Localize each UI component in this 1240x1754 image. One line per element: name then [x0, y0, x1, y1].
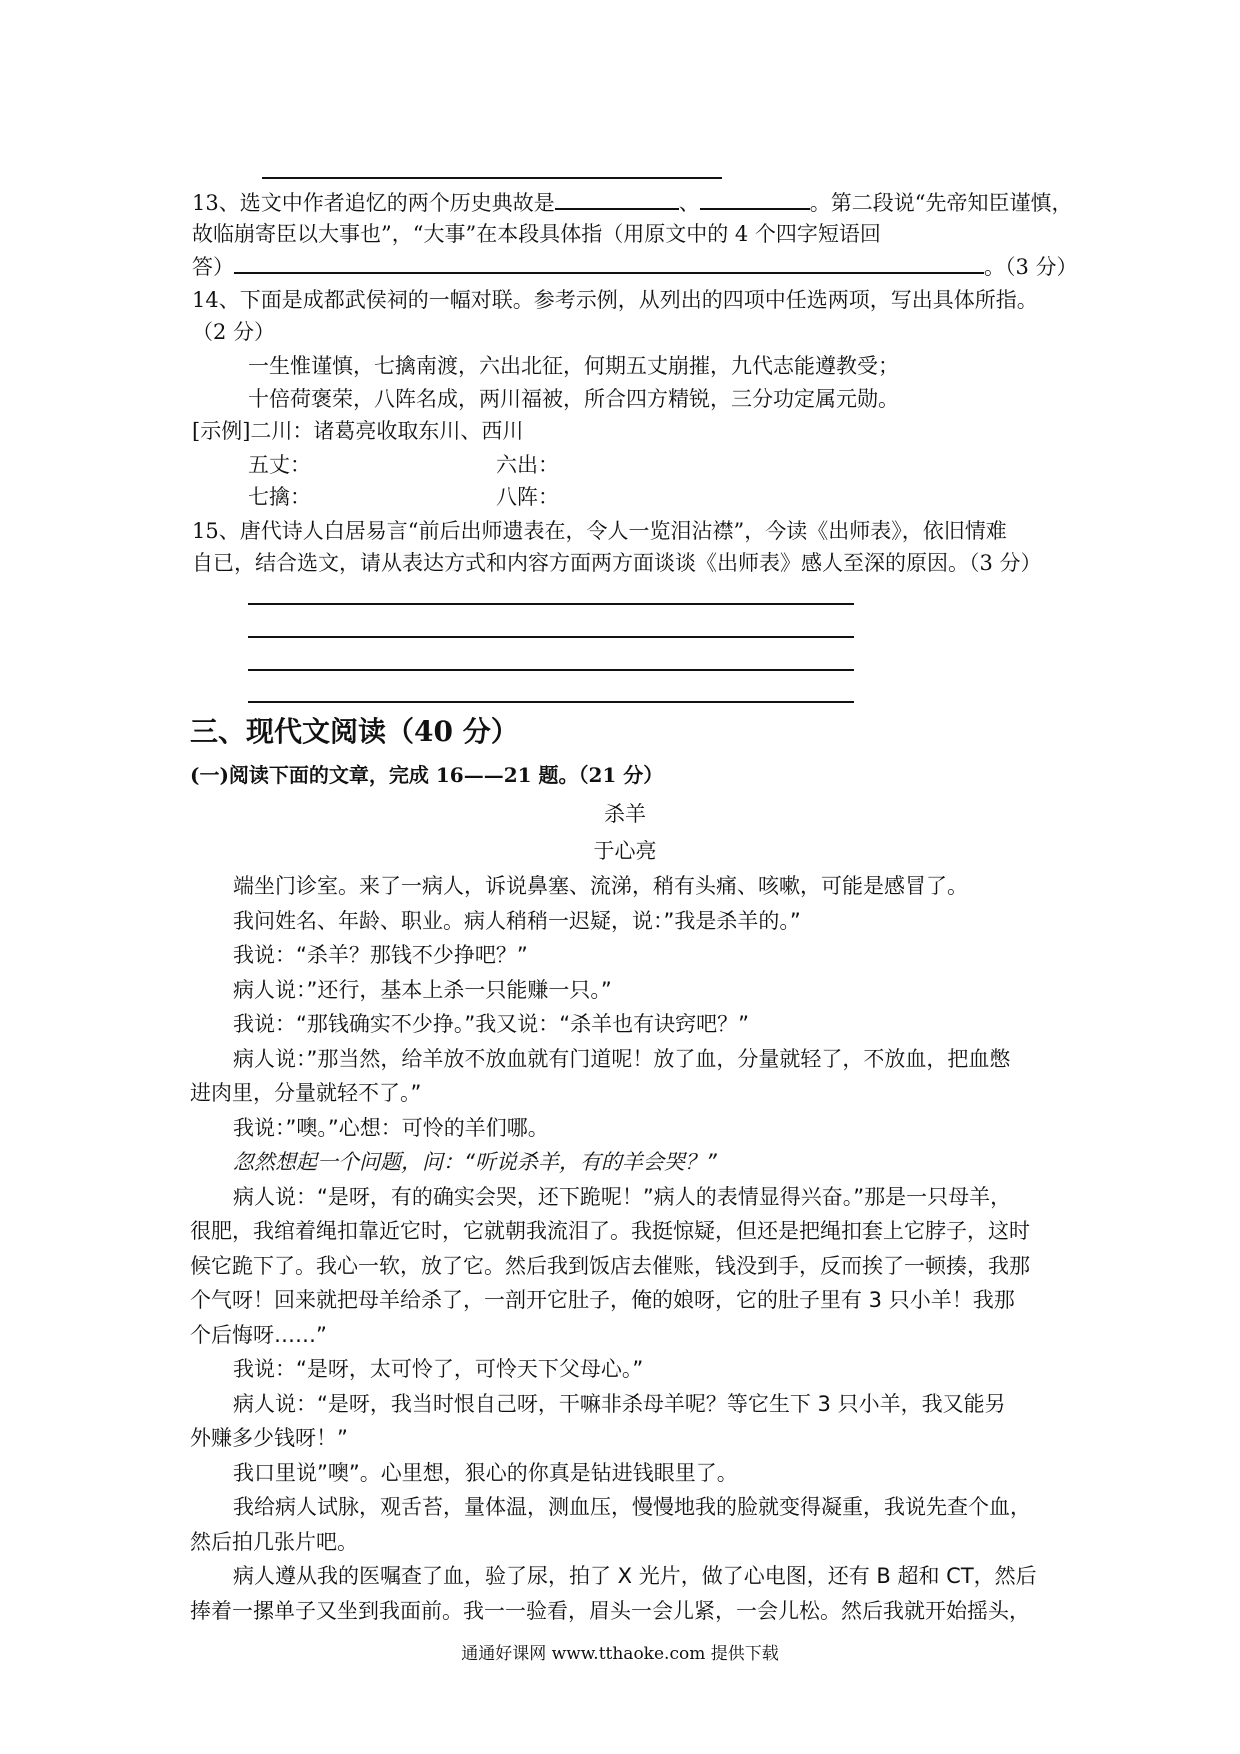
q15-answer-line-1[interactable] [248, 603, 854, 605]
article-line: 端坐门诊室。来了一病人，诉说鼻塞、流涕，稍有头痛、咳嗽，可能是感冒了。 [233, 874, 968, 898]
article-line: 然后拍几张片吧。 [190, 1530, 358, 1554]
q13-blank-2[interactable] [700, 186, 810, 210]
q13-line-3 [192, 250, 1078, 283]
article-line: 我说：“杀羊？那钱不少挣吧？” [233, 943, 528, 967]
article-line: 我说：”噢。”心想：可怜的羊们哪。 [233, 1116, 549, 1140]
q15-line-2: 自已，结合选文，请从表达方式和内容方面两方面谈谈《出师表》感人至深的原因。（3 分） [192, 551, 1042, 575]
q15-answer-line-4[interactable] [248, 701, 854, 703]
q14-item-wuzhang: 五丈： [248, 453, 311, 477]
answer-line-top [262, 177, 722, 179]
q15-line-1: 15、唐代诗人白居易言“前后出师遗表在，令人一览泪沾襟”，今读《出师表》，依旧情难 [192, 519, 1007, 543]
q13-blank-1[interactable] [555, 186, 679, 210]
article-line: 候它跪下了。我心一软，放了它。然后我到饭店去催账，钱没到手，反而挨了一顿揍，我那 [190, 1254, 1030, 1278]
section-heading: 三、现代文阅读（40 分） [190, 715, 519, 748]
q13-text-a: 13、选文中作者追忆的两个历史典故是 [192, 191, 555, 215]
article-line: 病人遵从我的医嘱查了血，验了尿，拍了 X 光片，做了心电图，还有 B 超和 CT，然后 [233, 1564, 1037, 1588]
article-line: 我说：“是呀，太可怜了，可怜天下父母心。” [233, 1357, 644, 1381]
article-title: 杀羊 [604, 802, 646, 826]
q15-answer-line-2[interactable] [248, 636, 854, 638]
q13-blank-3[interactable] [234, 250, 984, 274]
q13-line-2: 故临崩寄臣以大事也”，“大事”在本段具体指（用原文中的 4 个四字短语回 [192, 222, 881, 246]
section-subheading: (一)阅读下面的文章，完成 16——21 题。（21 分） [190, 763, 664, 787]
q14-item-bazhen: 八阵： [496, 485, 559, 509]
q14-example: [示例]二川：诸葛亮收取东川、西川 [192, 419, 524, 443]
article-author: 于心亮 [593, 839, 657, 863]
article-line: 我口里说”噢”。心里想，狠心的你真是钻进钱眼里了。 [233, 1461, 738, 1485]
article-line: 外赚多少钱呀！” [190, 1426, 348, 1450]
q13-line-1 [192, 186, 1072, 219]
article-line: 很肥，我绾着绳扣靠近它时，它就朝我流泪了。我挺惊疑，但还是把绳扣套上它脖子，这时 [190, 1219, 1030, 1243]
article-line: 病人说：”还行，基本上杀一只能赚一只。” [233, 978, 612, 1002]
q13-score: 。（3 分） [984, 255, 1078, 279]
article-line: 病人说：”那当然，给羊放不放血就有门道呢！放了血，分量就轻了，不放血，把血憋 [233, 1047, 1011, 1071]
article-line: 病人说：“是呀，有的确实会哭，还下跪呢！”病人的表情显得兴奋。”那是一只母羊， [233, 1185, 1012, 1209]
page-footer: 通通好课网 www.tthaoke.com 提供下载 [461, 1644, 779, 1664]
q14-line-1: 14、下面是成都武侯祠的一幅对联。参考示例，从列出的四项中任选两项，写出具体所指。 [192, 288, 1038, 312]
q13-text-b: 。第二段说“先帝知臣谨慎， [809, 191, 1073, 215]
article-line: 病人说：“是呀，我当时恨自己呀，干嘛非杀母羊呢？等它生下 3 只小羊，我又能另 [233, 1392, 1006, 1416]
q14-couplet-1: 一生惟谨慎，七擒南渡，六出北征，何期五丈崩摧，九代志能遵教受； [248, 354, 899, 378]
article-line: 个后悔呀……” [190, 1323, 327, 1347]
article-line: 我问姓名、年龄、职业。病人稍稍一迟疑，说：”我是杀羊的。” [233, 909, 801, 933]
article-line: 捧着一摞单子又坐到我面前。我一一验看，眉头一会儿紧，一会儿松。然后我就开始摇头， [190, 1599, 1030, 1623]
article-line: 我给病人试脉，观舌苔，量体温，测血压，慢慢地我的脸就变得凝重，我说先查个血， [233, 1495, 1031, 1519]
article-line: 我说：“那钱确实不少挣。”我又说：“杀羊也有诀窍吧？” [233, 1012, 750, 1036]
article-line: 进肉里，分量就轻不了。” [190, 1081, 422, 1105]
article-line: 个气呀！回来就把母羊给杀了，一剖开它肚子，俺的娘呀，它的肚子里有 3 只小羊！我那 [190, 1288, 1015, 1312]
q14-item-qiqin: 七擒： [248, 485, 311, 509]
q15-answer-line-3[interactable] [248, 669, 854, 671]
article-line: 忽然想起一个问题，问：“听说杀羊，有的羊会哭？” [233, 1150, 717, 1174]
q14-item-liuchu: 六出： [496, 453, 559, 477]
q14-line-2: （2 分） [192, 320, 276, 344]
q13-separator: 、 [678, 191, 700, 215]
q14-couplet-2: 十倍荷褒荣，八阵名成，两川福被，所合四方精锐，三分功定属元勋。 [248, 387, 899, 411]
q13-text-c: 答） [192, 255, 234, 279]
